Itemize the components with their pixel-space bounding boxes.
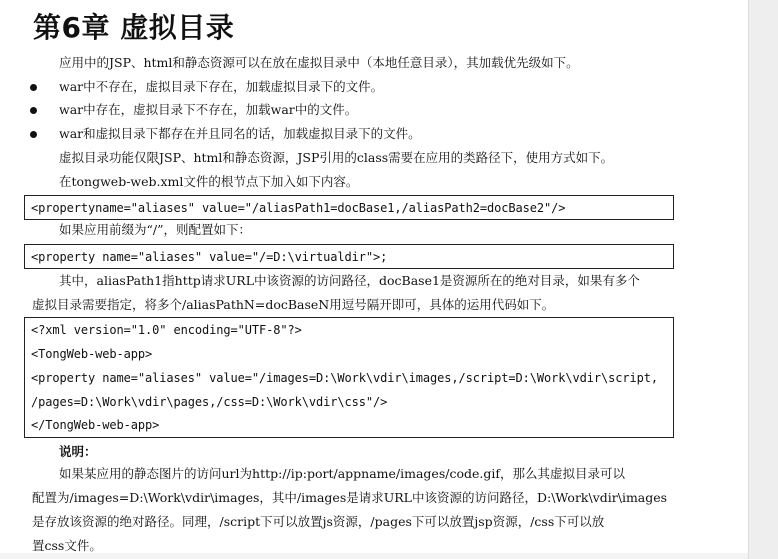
intro-paragraph: 应用中的JSP、html和静态资源可以在放在虚拟目录中（本地任意目录），其加载优先级如下。 bbox=[59, 55, 579, 70]
note-paragraph-continued: 是存放该资源的绝对路径。同理，/script下可以放置js资源，/pages下可以放置jsp资源，/css下可以放 bbox=[32, 514, 605, 529]
code-line: <property name="aliases" value="/images=D:\Work\vdir\images,/script=D:\Work\vdir\script, bbox=[31, 371, 658, 385]
code-line: <property name="aliases" value="/=D:\virtualdir">; bbox=[31, 250, 388, 264]
viewer-margin bbox=[748, 0, 778, 559]
bullet-icon bbox=[30, 107, 37, 114]
code-line: <TongWeb-web-app> bbox=[31, 347, 153, 361]
code-block-aliases bbox=[24, 195, 674, 220]
note-paragraph-continued: 置css文件。 bbox=[32, 538, 102, 553]
bullet-text: war中存在，虚拟目录下不存在，加载war中的文件。 bbox=[59, 102, 358, 117]
config-paragraph: 在tongweb-web.xml文件的根节点下加入如下内容。 bbox=[59, 174, 359, 189]
code-line: <propertyname="aliases" value="/aliasPath1=docBase1,/aliasPath2=docBase2"/> bbox=[31, 201, 566, 215]
bullet-text: war和虚拟目录下都存在并且同名的话，加载虚拟目录下的文件。 bbox=[59, 126, 421, 141]
explain-paragraph-continued: 虚拟目录需要指定，将多个/aliasPathN=docBaseN用逗号隔开即可，具体的运用代码如下。 bbox=[32, 297, 555, 312]
note-paragraph: 如果某应用的静态图片的访问url为http://ip:port/appname/images/code.gif，那么其虚拟目录可以 bbox=[59, 466, 625, 481]
bullet-icon bbox=[30, 131, 37, 138]
note-paragraph-continued: 配置为/images=D:\Work\vdir\images，其中/images是请求URL中该资源的访问路径，D:\Work\vdir\images bbox=[32, 490, 668, 505]
bullet-text: war中不存在，虚拟目录下存在，加载虚拟目录下的文件。 bbox=[59, 79, 384, 94]
page-bottom-edge bbox=[0, 553, 748, 559]
bullet-icon bbox=[30, 84, 37, 91]
explain-paragraph: 其中，aliasPath1指http请求URL中该资源的访问路径，docBase1是资源所在的绝对目录，如果有多个 bbox=[59, 273, 640, 288]
note-label: 说明： bbox=[59, 444, 97, 459]
code-block-root-alias bbox=[24, 244, 674, 269]
scope-paragraph: 虚拟目录功能仅限JSP、html和静态资源，JSP引用的class需要在应用的类路径下，使用方式如下。 bbox=[59, 150, 614, 165]
code-line: /pages=D:\Work\vdir\pages,/css=D:\Work\vdir\css"/> bbox=[31, 395, 388, 409]
code-line: <?xml version="1.0" encoding="UTF-8"?> bbox=[31, 323, 302, 337]
prefix-paragraph: 如果应用前缀为“/”，则配置如下： bbox=[59, 222, 251, 237]
code-line: </TongWeb-web-app> bbox=[31, 418, 160, 432]
chapter-title: 第6章 虚拟目录 bbox=[33, 11, 235, 44]
code-block-xml-example bbox=[24, 317, 674, 438]
